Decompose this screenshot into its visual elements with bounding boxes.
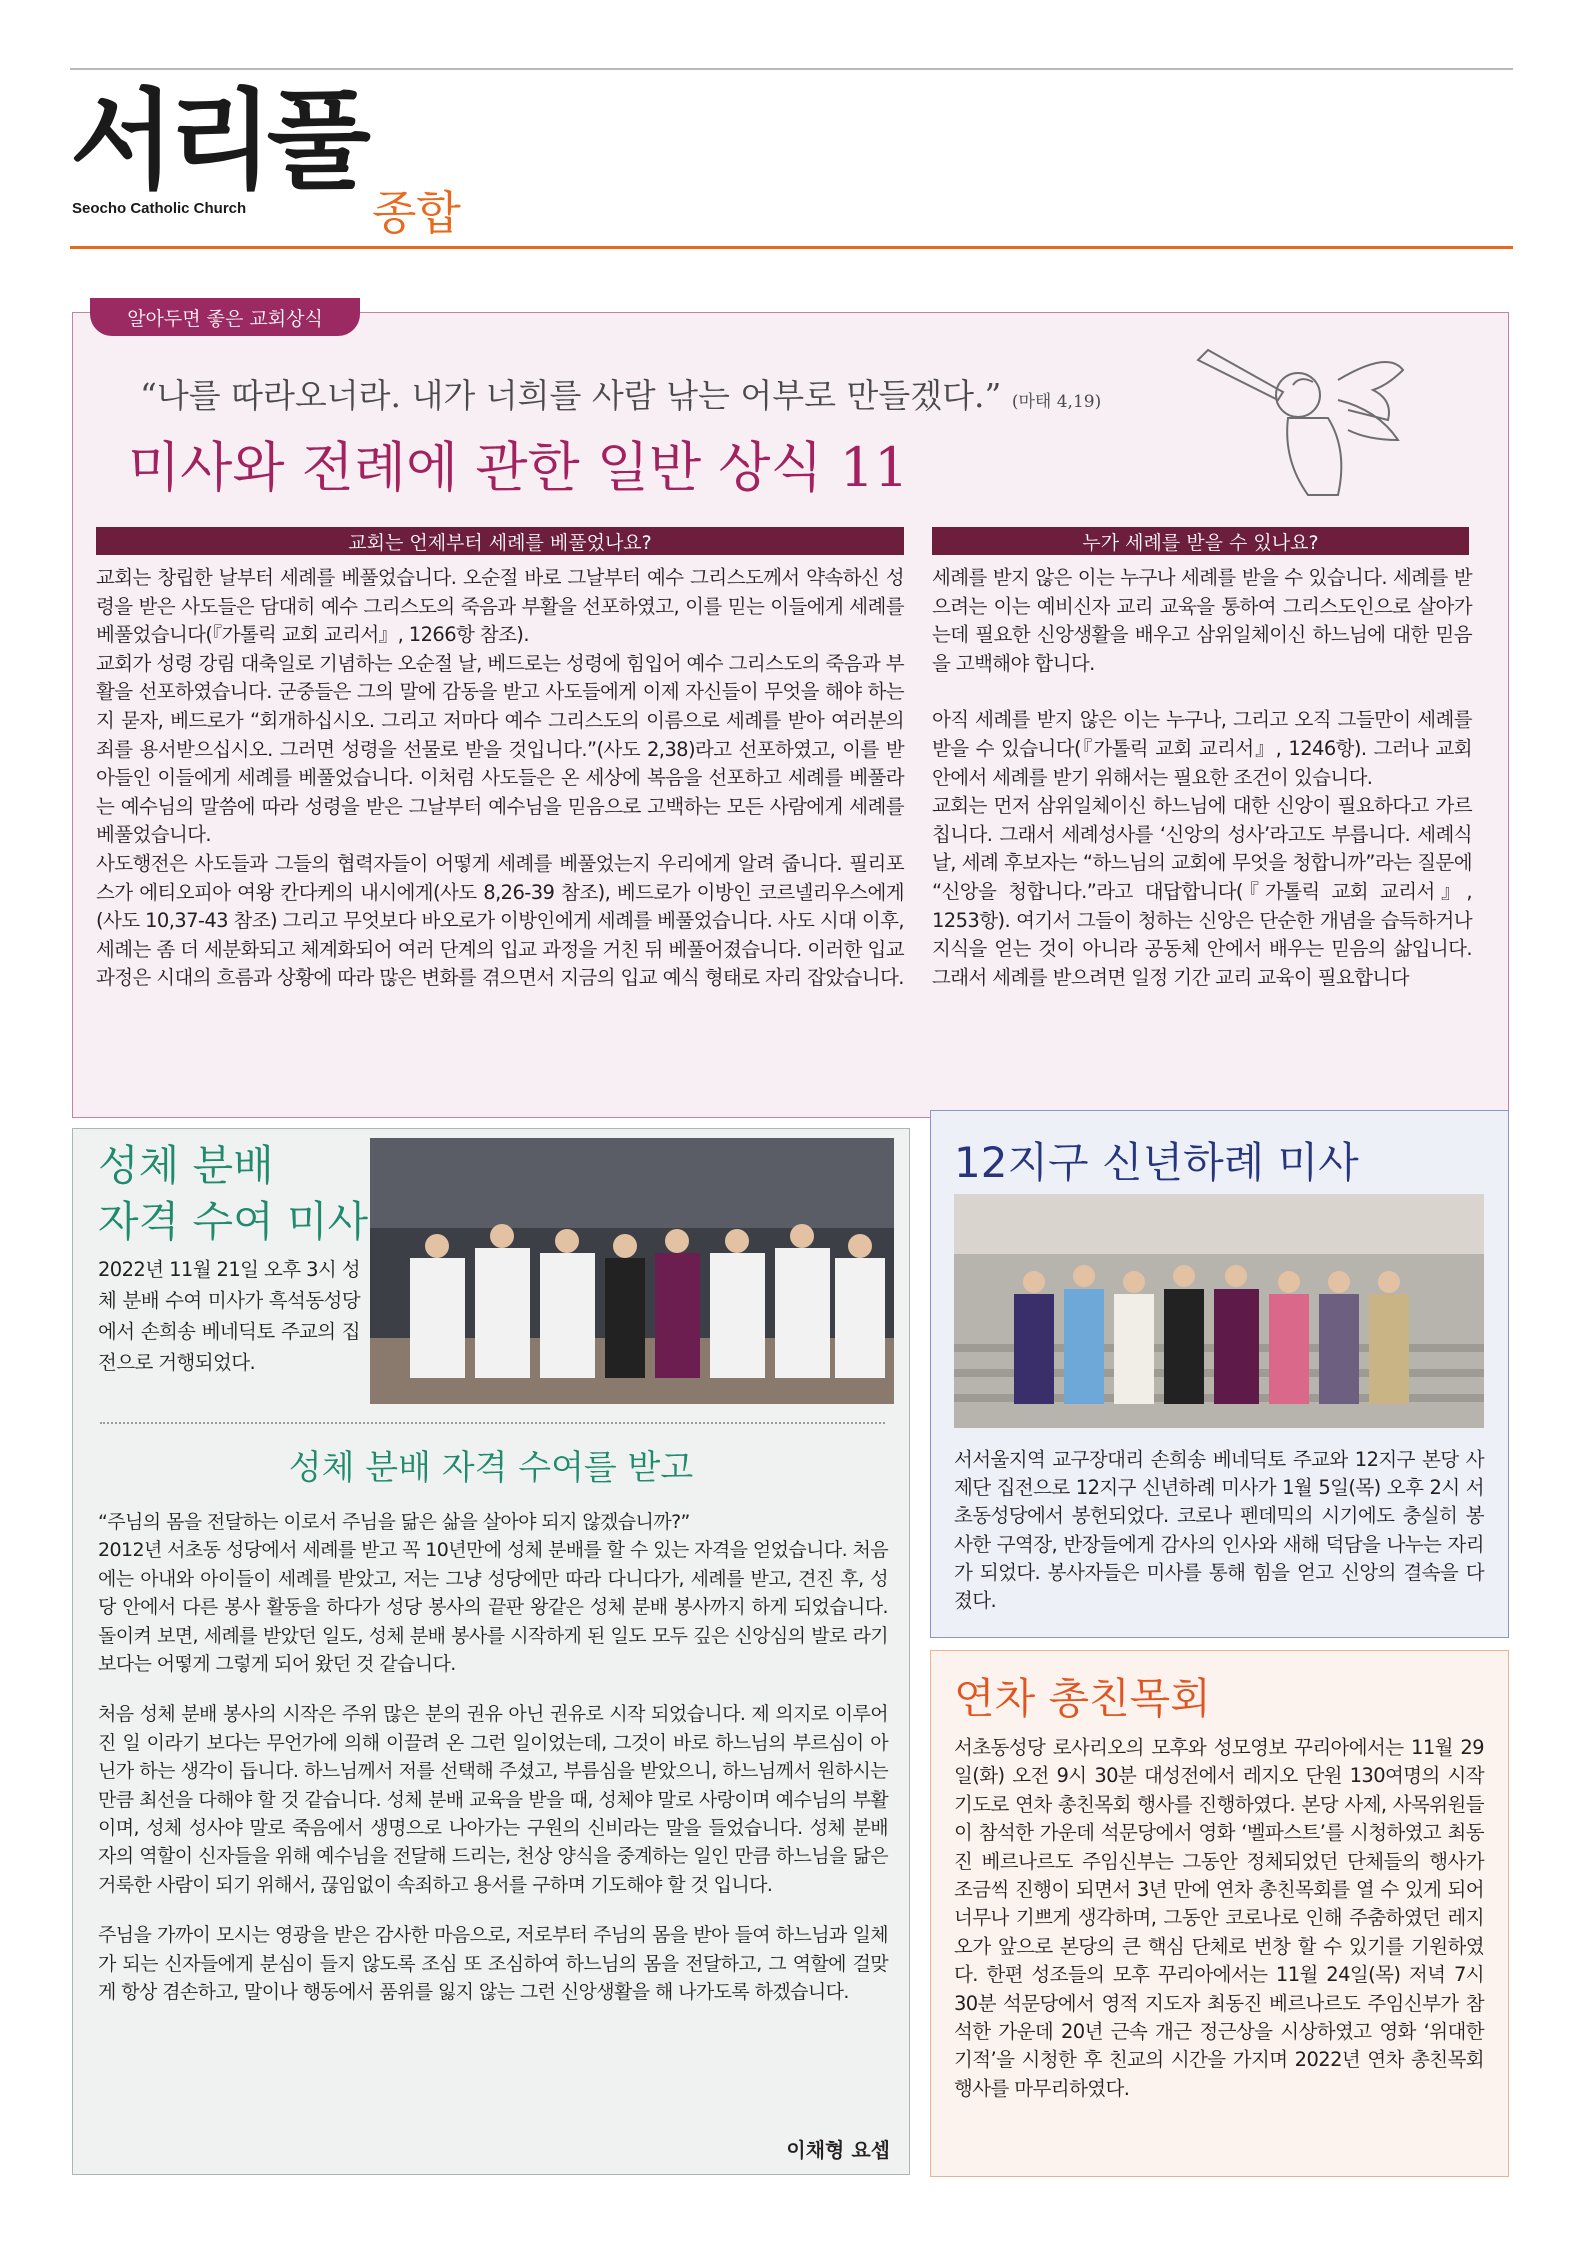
section-label: 종합	[372, 186, 461, 240]
left-paragraph: 사도행전은 사도들과 그들의 협력자들이 어떻게 세례를 베풀었는지 우리에게 알려 줍니다. 필리포스가 에티오피아 여왕 칸다케의 내시에게(사도 8,26-39 참조), 베드로가 이방인 코르넬리우스에게(사도 10,37-43 참조) 그리고 무엇보다 바오로가 이방인에게 세례를 베풀었습니다. 사도 시대 이후, 세례는 좀 더 세분화되고 체계화되어 여러 단계의 입교 과정을 거친 뒤 베풀어졌습니다. 이러한 입교 과정은 시대의 흐름과 상황에 따라 많은 변화를 겪으면서 지금의 입교 예식 형태로 자리 잡았습니다.	[96, 851, 904, 990]
eucharist-title-line1: 성체 분배	[98, 1141, 274, 1190]
essay-author: 이채형 요셉	[786, 2138, 890, 2162]
eucharist-divider	[100, 1422, 885, 1424]
masthead-title: 서리풀	[70, 79, 365, 204]
essay-paragraph: “주님의 몸을 전달하는 이로서 주님을 닮은 삶을 살아야 되지 않겠습니까?” 2012년 서초동 성당에서 세례를 받고 꼭 10년만에 성체 분배를 할 수 있는 자격을 얻었습니다. 처음에는 아내와 아이들이 세례를 받았고, 저는 그냥 성당에만 따라 다니다가, 세례를 받고, 견진 후, 성당 안에서 다른 봉사 활동을 하다가 성당 봉사의 끝판 왕같은 성체 분배 봉사까지 하게 되었습니다. 돌이켜 보면, 세례를 받았던 일도, 성체 분배 봉사를 시작하게 된 일도 모두 깊은 신앙심의 발로 라기 보다는 어떻게 그렇게 되어 왔던 것 같습니다.	[98, 1511, 888, 1676]
quote-text: “나를 따라오너라. 내가 너희를 사람 낚는 어부로 만들겠다.”	[140, 376, 1002, 415]
right-column	[932, 564, 1472, 992]
essay-paragraph: 처음 성체 분배 봉사의 시작은 주위 많은 분의 권유 아닌 권유로 시작 되었습니다. 제 의지로 이루어 진 일 이라기 보다는 무언가에 의해 이끌려 온 그런 일이었는데, 그것이 바로 하느님의 부르심이 아닌가 하는 생각이 듭니다. 하느님께서 저를 선택해 주셨고, 부름심을 받았으니, 하느님께서 원하시는 만큼 최선을 다해야 할 것 같습니다. 성체 분배 교육을 받을 때, 성체야 말로 사랑이며 예수님의 부활이며, 성체 성사야 말로 죽음에서 생명으로 나아가는 구원의 신비라는 말을 들었습니다. 성체 분배 자의 역할이 신자들을 위해 예수님을 전달해 드리는, 천상 양식을 중계하는 일인 만큼 하느님을 닮은 거룩한 사람이 되기 위해서, 끊임없이 속죄하고 용서를 구하며 기도해야 할 것 입니다.	[98, 1703, 888, 1896]
feature-quote	[140, 370, 1101, 417]
top-rule	[70, 68, 1513, 70]
eucharist-intro: 2022년 11월 21일 오후 3시 성체 분배 수여 미사가 흑석동성당에서 손희송 베네딕토 주교의 집전으로 거행되었다.	[98, 1258, 360, 1374]
essay-body	[98, 1508, 888, 2007]
masthead-subtitle: Seocho Catholic Church	[72, 200, 247, 217]
group-photo-servers	[370, 1138, 894, 1404]
quote-ref: (마태 4,19)	[1011, 392, 1102, 412]
feature-title: 미사와 전례에 관한 일반 상식 11	[128, 436, 909, 499]
reunion-body: 서초동성당 로사리오의 모후와 성모영보 꾸리아에서는 11월 29일(화) 오전 9시 30분 대성전에서 레지오 단원 130여명의 시작기도로 연차 총친목회 행사를 진행하였다. 본당 사제, 사목위원들이 참석한 가운데 석문당에서 영화 ‘벨파스트’를 시청하였고 최동진 베르나르도 주임신부는 그동안 정체되었던 단체들의 행사가 조금씩 진행이 되면서 3년 만에 연차 총친목회를 열 수 있게 되어 너무나 기쁘게 생각하며, 그동안 코로나로 인해 주춤하였던 레지오가 앞으로 본당의 큰 핵심 단체로 번창 할 수 있기를 기원하였다. 한편 성조들의 모후 꾸리아에서는 11월 24일(목) 저녁 7시30분 석문당에서 영적 지도자 최동진 베르나르도 주임신부가 참석한 가운데 20년 근속 개근 정근상을 시상하였고 영화 ‘위대한 기적’을 시청한 후 친교의 시간을 가지며 2022년 연차 총친목회 행사를 마무리하였다.	[954, 1736, 1484, 2100]
right-paragraph: 세례를 받지 않은 이는 누구나 세례를 받을 수 있습니다. 세례를 받으려는 이는 예비신자 교리 교육을 통하여 그리스도인으로 살아가는데 필요한 신앙생활을 배우고 삼위일체이신 하느님에 대한 믿음을 고백해야 합니다.	[932, 566, 1472, 675]
eucharist-title-line2: 자격 수여 미사	[98, 1197, 369, 1246]
left-paragraph: 교회가 성령 강림 대축일로 기념하는 오순절 날, 베드로는 성령에 힘입어 예수 그리스도의 죽음과 부활을 선포하였습니다. 군중들은 그의 말에 감동을 받고 사도들에게 이제 자신들이 무엇을 해야 하는지 묻자, 베드로가 “회개하십시오. 그리고 저마다 예수 그리스도의 이름으로 세례를 받아 여러분의 죄를 용서받으십시오. 그러면 성령을 선물로 받을 것입니다.”(사도 2,38)라고 선포하였고, 이를 받아들인 이들에게 세례를 베풀었습니다. 이처럼 사도들은 온 세상에 복음을 선포하고 세례를 베풀라는 예수님의 말씀에 따라 성령을 받은 그날부터 예수님을 믿음으로 고백하는 모든 사람에게 세례를 베풀었습니다.	[96, 651, 904, 847]
newyear-title: 12지구 신년하례 미사	[954, 1138, 1359, 1187]
essay-paragraph: 주님을 가까이 모시는 영광을 받은 감사한 마음으로, 저로부터 주님의 몸을 받아 들여 하느님과 일체가 되는 신자들에게 분심이 들지 않도록 조심 또 조심하여 하느님의 몸을 전달하고, 그 역할에 걸맞게 항상 겸손하고, 말이나 행동에서 품위를 잃지 않는 그런 신앙생활을 해 나가도록 하겠습니다.	[98, 1924, 888, 2004]
essay-title: 성체 분배 자격 수여를 받고	[288, 1448, 694, 1488]
reunion-title: 연차 총친목회	[954, 1674, 1211, 1723]
left-column	[96, 564, 904, 993]
right-paragraph: 교회는 먼저 삼위일체이신 하느님에 대한 신앙이 필요하다고 가르칩니다. 그래서 세례성사를 ‘신앙의 성사’라고도 부릅니다. 세례식 날, 세례 후보자는 “하느님의 교회에 무엇을 청합니까”라는 질문에 “신앙을 청합니다.”라고 대답합니다(『가톨릭 교회 교리서』, 1253항). 여기서 그들이 청하는 신앙은 단순한 개념을 습득하거나 지식을 얻는 것이 아니라 공동체 안에서 배우는 믿음의 삶입니다. 그래서 세례를 받으려면 일정 기간 교리 교육이 필요합니다	[932, 794, 1472, 989]
left-heading: 교회는 언제부터 세례를 베풀었나요?	[96, 527, 904, 555]
eucharist-title	[98, 1138, 368, 1250]
group-photo-hanbok	[954, 1194, 1484, 1428]
right-paragraph: 아직 세례를 받지 않은 이는 누구나, 그리고 오직 그들만이 세례를 받을 수 있습니다(『가톨릭 교회 교리서』, 1246항). 그러나 교회 안에서 세례를 받기 위해서는 필요한 조건이 있습니다.	[932, 708, 1472, 789]
newyear-body: 서서울지역 교구장대리 손희송 베네딕토 주교와 12지구 본당 사제단 집전으로 12지구 신년하례 미사가 1월 5일(목) 오후 2시 서초동성당에서 봉헌되었다. 코로나 펜데믹의 시기에도 충실히 봉사한 구역장, 반장들에게 감사의 인사와 새해 덕담을 나누는 자리가 되었다. 봉사자들은 미사를 통해 힘을 얻고 신앙의 결속을 다졌다.	[954, 1448, 1484, 1613]
feature-tab: 알아두면 좋은 교회상식	[90, 298, 360, 336]
angel-trumpet-icon	[1188, 340, 1408, 500]
right-heading: 누가 세례를 받을 수 있나요?	[932, 527, 1469, 555]
masthead-rule	[70, 246, 1513, 249]
left-paragraph: 교회는 창립한 날부터 세례를 베풀었습니다. 오순절 바로 그날부터 예수 그리스도께서 약속하신 성령을 받은 사도들은 담대히 예수 그리스도의 죽음과 부활을 선포하였고, 이를 믿는 이들에게 세례를 베풀었습니다(『가톨릭 교회 교리서』, 1266항 참조).	[96, 566, 904, 647]
